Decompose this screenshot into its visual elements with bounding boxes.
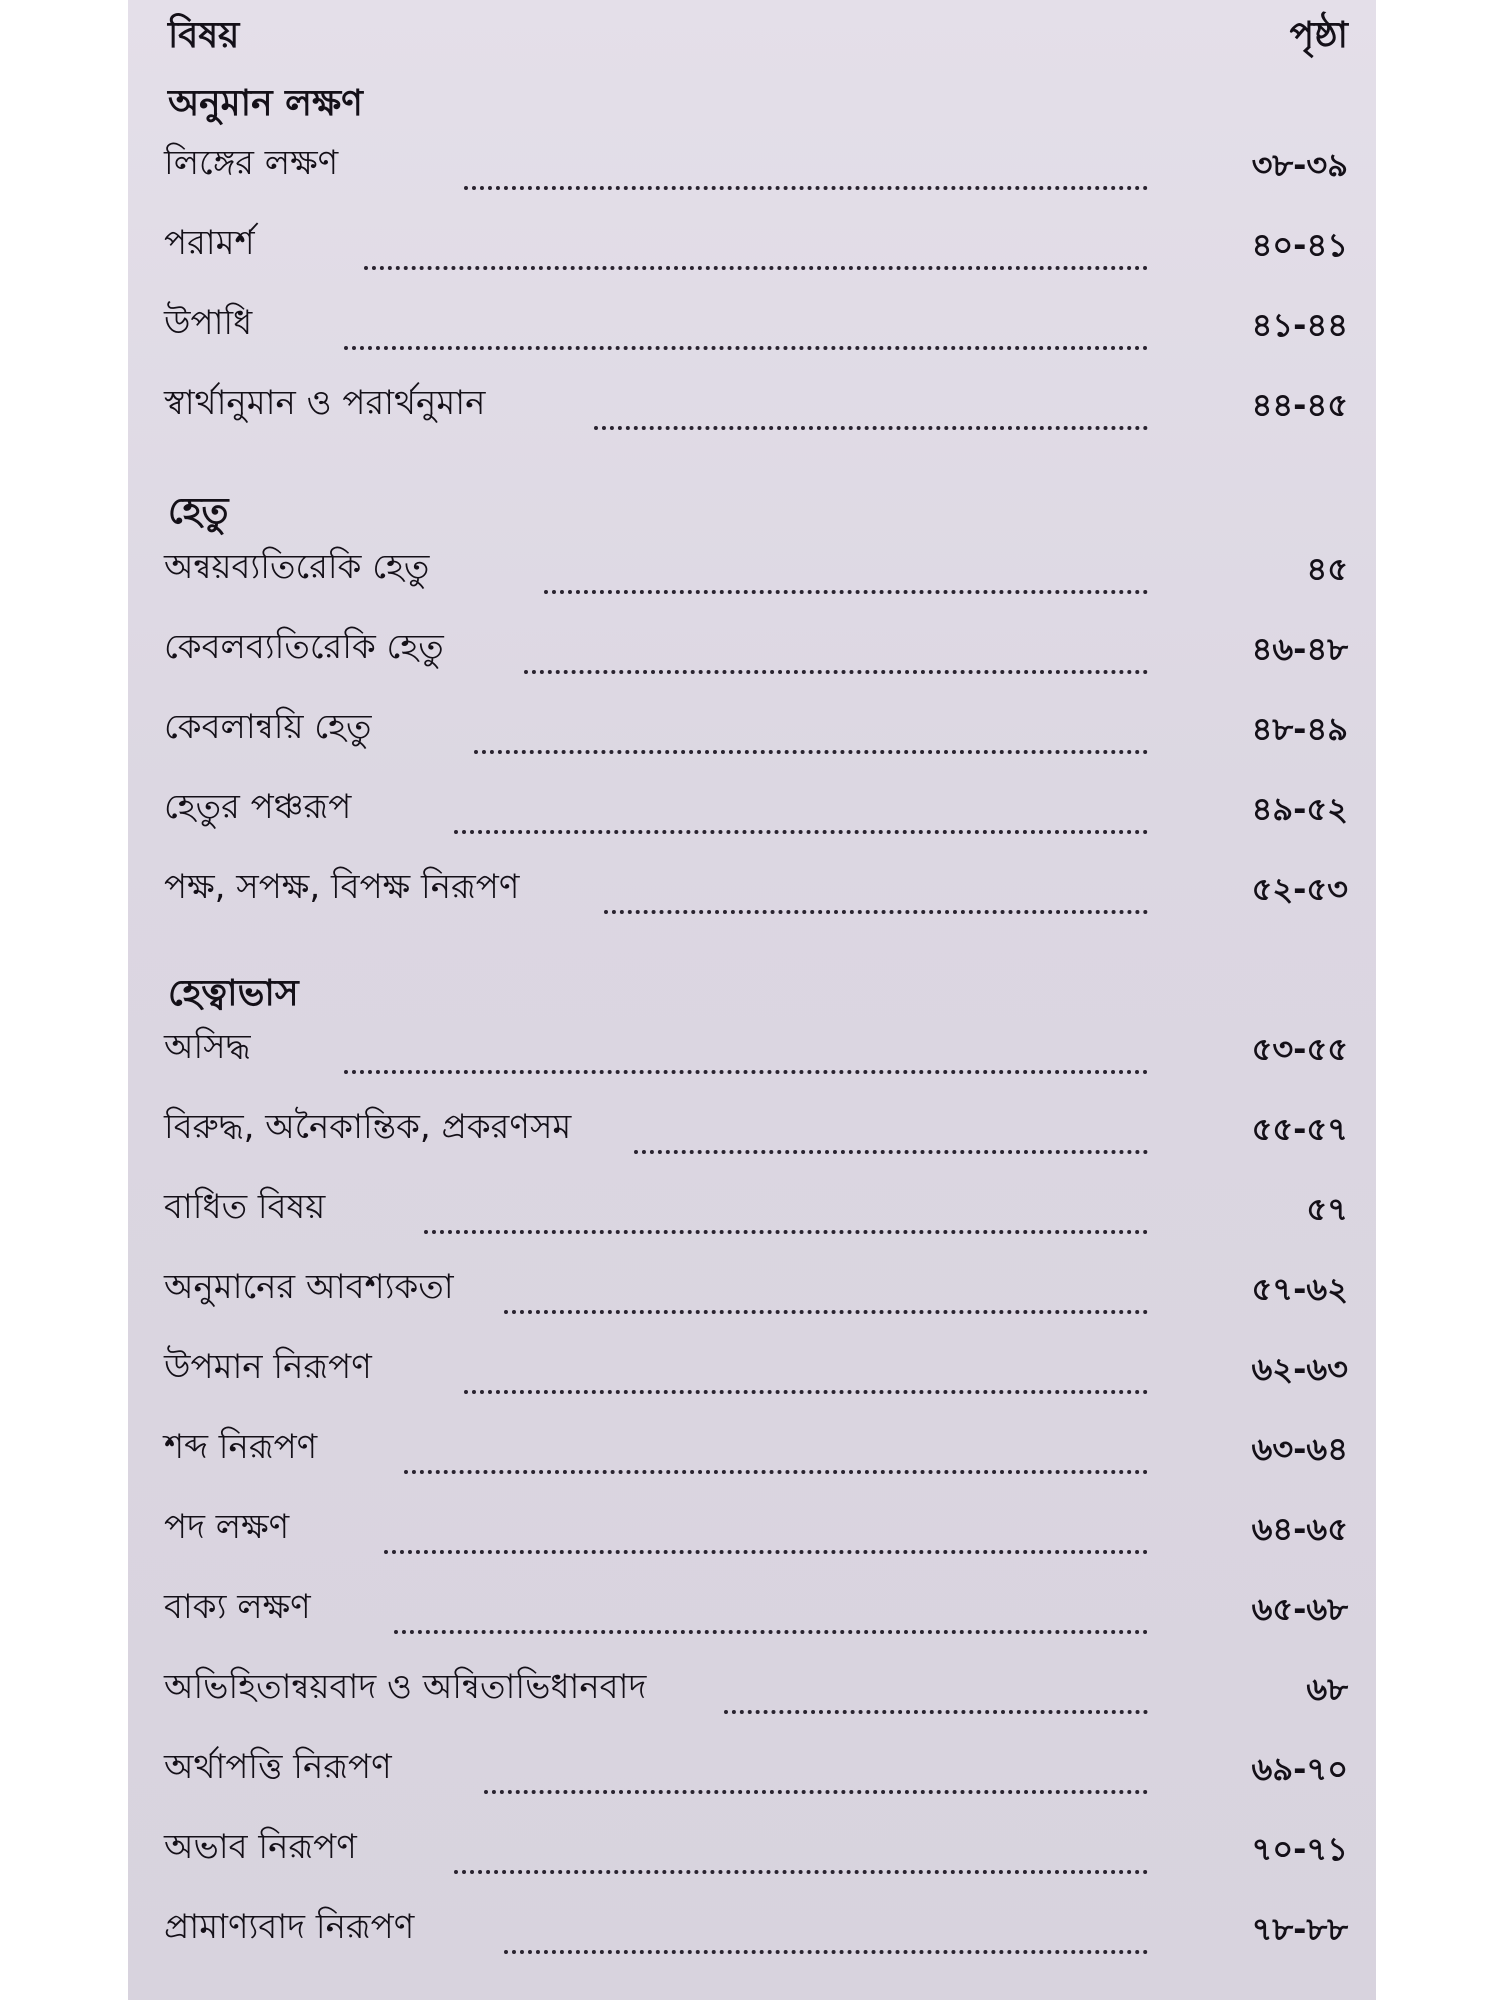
entry-title: কেবলব্যতিরেকি হেতু bbox=[164, 627, 444, 667]
toc-entry bbox=[164, 1907, 1348, 1964]
entry-pages: ৪৫ bbox=[1306, 550, 1348, 588]
entry-title: লিঙ্গের লক্ষণ bbox=[164, 143, 339, 183]
entry-title: প্রামাণ্যবাদ নিরূপণ bbox=[164, 1907, 415, 1947]
entry-pages: ৬৮ bbox=[1306, 1670, 1348, 1708]
entry-title: বিরুদ্ধ, অনৈকান্তিক, প্রকরণসম bbox=[164, 1107, 572, 1147]
entry-title: অন্বয়ব্যতিরেকি হেতু bbox=[164, 547, 430, 587]
toc-entry bbox=[164, 143, 1348, 200]
entry-pages: ৫২-৫৩ bbox=[1251, 870, 1348, 908]
toc-entry bbox=[164, 867, 1348, 924]
entry-title: অভিহিতান্বয়বাদ ও অন্বিতাভিধানবাদ bbox=[164, 1667, 647, 1707]
entry-title: স্বার্থানুমান ও পরার্থনুমান bbox=[164, 383, 486, 423]
entry-pages: ৬৩-৬৪ bbox=[1251, 1430, 1348, 1468]
toc-entry bbox=[164, 787, 1348, 844]
toc-entry bbox=[164, 1827, 1348, 1884]
entry-title: উপমান নিরূপণ bbox=[164, 1347, 372, 1387]
entry-pages: ৪৪-৪৫ bbox=[1251, 386, 1348, 424]
dot-leader bbox=[484, 1786, 1148, 1794]
entry-title: বাধিত বিষয় bbox=[164, 1187, 326, 1227]
dot-leader bbox=[454, 1866, 1148, 1874]
entry-pages: ৫৭ bbox=[1306, 1190, 1348, 1228]
entry-pages: ৫৭-৬২ bbox=[1251, 1270, 1348, 1308]
dot-leader bbox=[424, 1226, 1148, 1234]
toc-entry bbox=[164, 707, 1348, 764]
toc-entry bbox=[164, 303, 1348, 360]
entry-pages: ৭৮-৮৮ bbox=[1251, 1910, 1348, 1948]
entry-title: শব্দ নিরূপণ bbox=[164, 1427, 318, 1467]
toc-entry bbox=[164, 1187, 1348, 1244]
toc-entry bbox=[164, 1747, 1348, 1804]
dot-leader bbox=[464, 1386, 1148, 1394]
toc-entry bbox=[164, 1027, 1348, 1084]
toc-entry bbox=[164, 1427, 1348, 1484]
dot-leader bbox=[344, 1066, 1148, 1074]
dot-leader bbox=[634, 1146, 1148, 1154]
entry-pages: ৬৯-৭০ bbox=[1251, 1750, 1348, 1788]
entry-title: উপাধি bbox=[164, 303, 253, 343]
entry-pages: ৪৬-৪৮ bbox=[1251, 630, 1348, 668]
toc-entry bbox=[164, 627, 1348, 684]
toc-entry bbox=[164, 1267, 1348, 1324]
entry-pages: ৬২-৬৩ bbox=[1251, 1350, 1348, 1388]
entry-pages: ৬৪-৬৫ bbox=[1251, 1510, 1348, 1548]
toc-entry bbox=[164, 223, 1348, 280]
dot-leader bbox=[404, 1466, 1148, 1474]
dot-leader bbox=[604, 906, 1148, 914]
dot-leader bbox=[504, 1946, 1148, 1954]
toc-entry bbox=[164, 1107, 1348, 1164]
dot-leader bbox=[544, 586, 1148, 594]
dot-leader bbox=[504, 1306, 1148, 1314]
entry-pages: ৪০-৪১ bbox=[1251, 226, 1348, 264]
entry-title: কেবলান্বয়ি হেতু bbox=[164, 707, 372, 747]
section-heading: হেত্বাভাস bbox=[168, 973, 299, 1014]
dot-leader bbox=[524, 666, 1148, 674]
dot-leader bbox=[384, 1546, 1148, 1554]
entry-title: হেতুর পঞ্চরূপ bbox=[164, 787, 352, 827]
dot-leader bbox=[394, 1626, 1148, 1634]
dot-leader bbox=[474, 746, 1148, 754]
entry-pages: ৫৫-৫৭ bbox=[1251, 1110, 1348, 1148]
entry-pages: ৪৮-৪৯ bbox=[1251, 710, 1348, 748]
toc-entry bbox=[164, 1587, 1348, 1644]
dot-leader bbox=[464, 182, 1148, 190]
entry-title: অসিদ্ধ bbox=[164, 1027, 251, 1067]
entry-title: পরামর্শ bbox=[164, 223, 255, 263]
entry-pages: ৬৫-৬৮ bbox=[1251, 1590, 1348, 1628]
toc-entry bbox=[164, 547, 1348, 604]
section-heading: হেতু bbox=[168, 491, 229, 532]
section-heading: অনুমান লক্ষণ bbox=[168, 83, 363, 124]
toc-entry bbox=[164, 1667, 1348, 1724]
entry-pages: ৭০-৭১ bbox=[1251, 1830, 1348, 1868]
entry-title: পক্ষ, সপক্ষ, বিপক্ষ নিরূপণ bbox=[164, 867, 520, 907]
entry-pages: ৪১-৪৪ bbox=[1251, 306, 1348, 344]
dot-leader bbox=[344, 342, 1148, 350]
toc-entry bbox=[164, 383, 1348, 440]
entry-title: বাক্য লক্ষণ bbox=[164, 1587, 311, 1627]
entry-pages: ৩৮-৩৯ bbox=[1251, 146, 1348, 184]
toc-entry bbox=[164, 1347, 1348, 1404]
entry-pages: ৪৯-৫২ bbox=[1251, 790, 1348, 828]
dot-leader bbox=[724, 1706, 1148, 1714]
entry-title: অভাব নিরূপণ bbox=[164, 1827, 357, 1867]
dot-leader bbox=[594, 422, 1148, 430]
dot-leader bbox=[454, 826, 1148, 834]
page-column-header: পৃষ্ঠা bbox=[1289, 15, 1348, 56]
subject-column-header: বিষয় bbox=[168, 15, 240, 56]
entry-pages: ৫৩-৫৫ bbox=[1251, 1030, 1348, 1068]
entry-title: অনুমানের আবশ্যকতা bbox=[164, 1267, 454, 1307]
toc-entry bbox=[164, 1507, 1348, 1564]
entry-title: পদ লক্ষণ bbox=[164, 1507, 290, 1547]
dot-leader bbox=[364, 262, 1148, 270]
toc-page bbox=[128, 0, 1376, 2000]
entry-title: অর্থাপত্তি নিরূপণ bbox=[164, 1747, 392, 1787]
